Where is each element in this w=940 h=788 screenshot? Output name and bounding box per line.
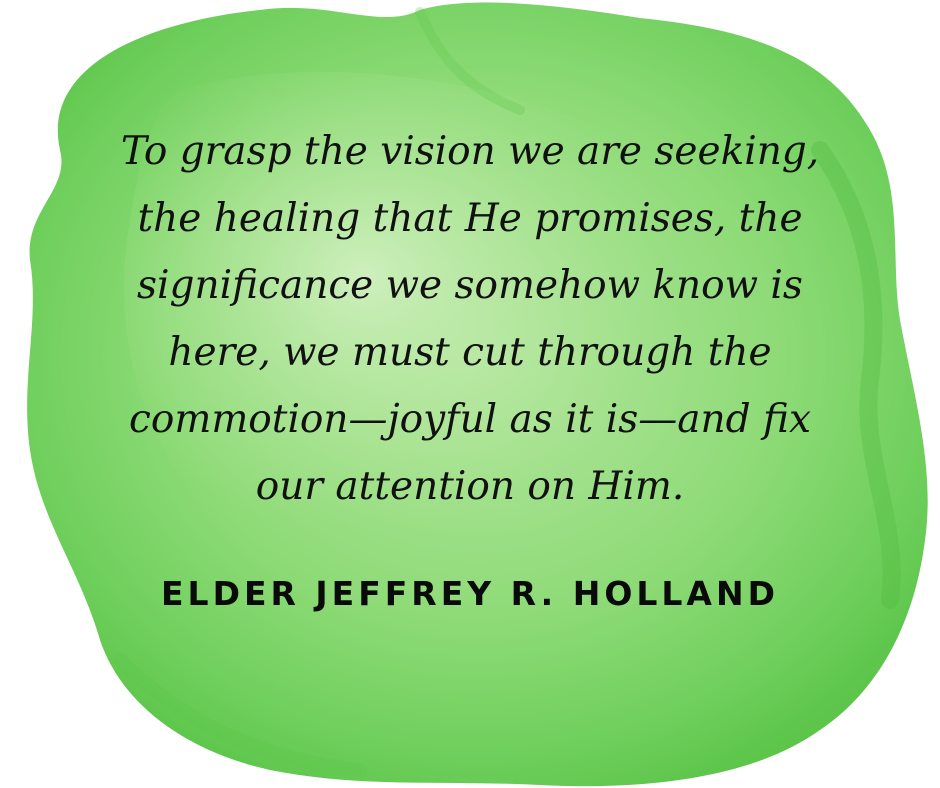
quote-line: commotion—joyful as it is—and fix	[129, 397, 811, 442]
quote-line: the healing that He promises, the	[137, 196, 803, 241]
quote-author: ELDER JEFFREY R. HOLLAND	[161, 574, 779, 613]
quote-line: significance we somehow know is	[137, 263, 803, 308]
quote-text	[70, 118, 870, 520]
quote-line: our attention on Him.	[255, 464, 685, 509]
quote-line: To grasp the vision we are seeking,	[120, 129, 820, 174]
quote-line: here, we must cut through the	[168, 330, 772, 375]
